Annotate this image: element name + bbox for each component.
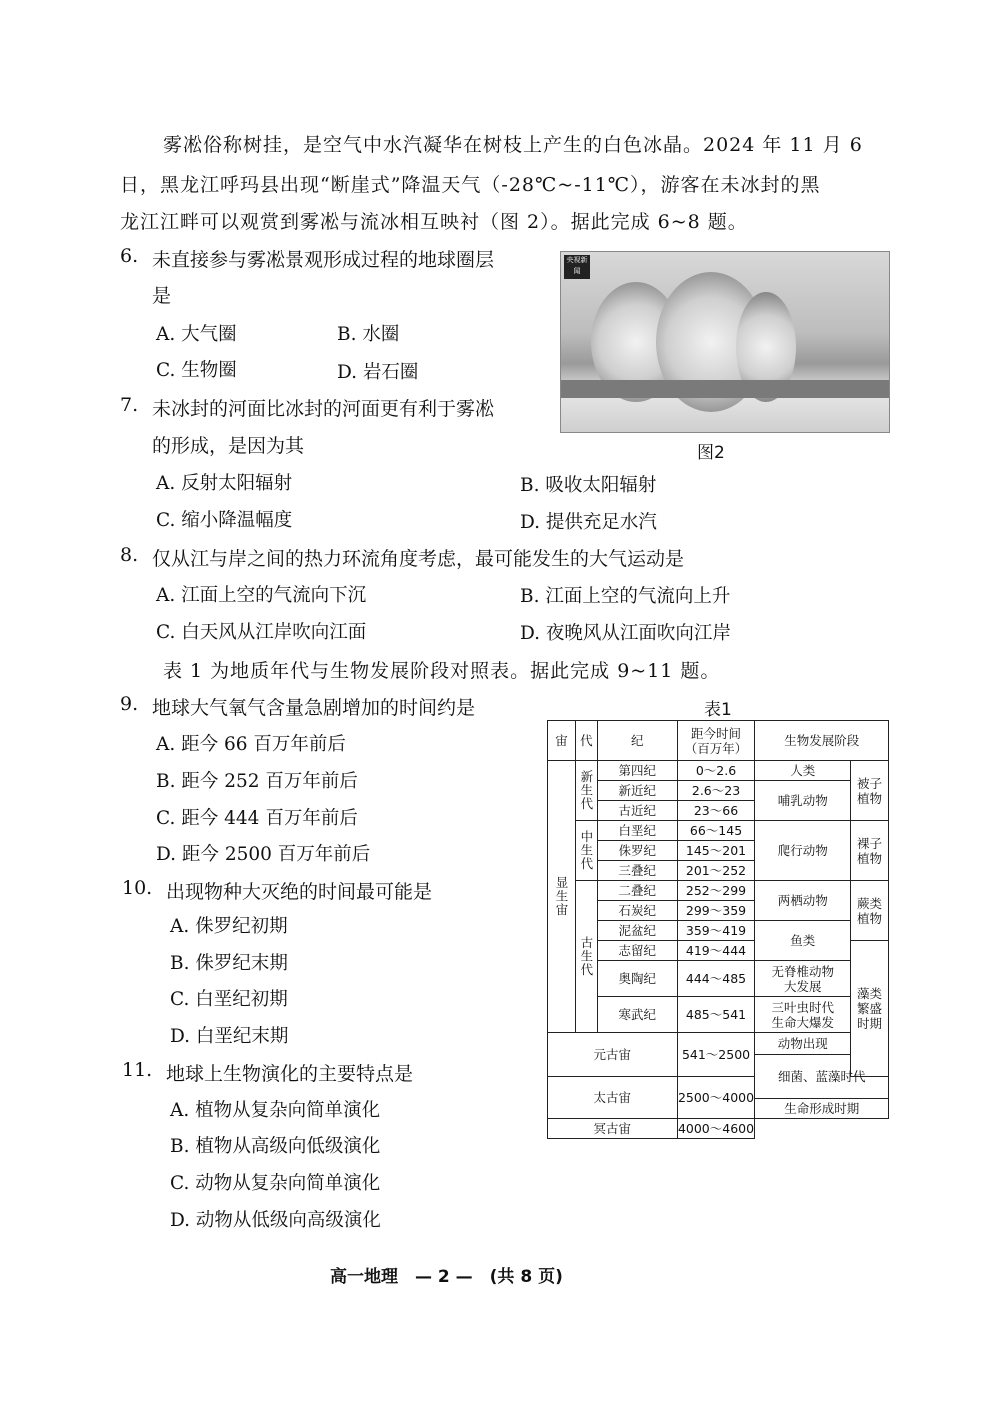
period-time: 485～541 xyxy=(677,997,755,1033)
q8-number: 8. xyxy=(120,544,139,566)
intro-line-1: 雾凇俗称树挂，是空气中水汽凝华在树枝上产生的白色冰晶。2024 年 11 月 6 xyxy=(163,134,863,156)
hadean-time: 4000～4600 xyxy=(677,1119,755,1139)
period-name: 新近纪 xyxy=(597,781,677,801)
q11-stem: 地球上生物演化的主要特点是 xyxy=(166,1063,414,1085)
q10-option-b: B. 侏罗纪末期 xyxy=(170,953,288,974)
stage-bacteria: 细菌、蓝藻时代 xyxy=(755,1055,889,1099)
q11-number: 11. xyxy=(122,1059,153,1081)
table-title: 表1 xyxy=(704,700,732,720)
period-time: 201～252 xyxy=(677,861,755,881)
plant-fern: 蕨类 植物 xyxy=(851,881,889,941)
q6-option-a: A. 大气圈 xyxy=(156,324,237,345)
eon-archean: 太古宙 xyxy=(548,1077,678,1119)
period-name: 泥盆纪 xyxy=(597,921,677,941)
period-name: 白垩纪 xyxy=(597,821,677,841)
q11-option-b: B. 植物从高级向低级演化 xyxy=(170,1136,381,1157)
stage-trilobite: 三叶虫时代 生命大爆发 xyxy=(755,997,851,1033)
q6-option-d: D. 岩石圈 xyxy=(337,362,419,383)
q9-option-d: D. 距今 2500 百万年前后 xyxy=(156,844,371,865)
era-mesozoic: 中生代 xyxy=(575,821,597,881)
plant-angiosperm: 被子 植物 xyxy=(851,761,889,821)
q7-option-b: B. 吸收太阳辐射 xyxy=(520,475,657,496)
archean-time: 2500～4000 xyxy=(677,1077,755,1119)
header-period: 纪 xyxy=(597,721,677,761)
q11-option-a: A. 植物从复杂向简单演化 xyxy=(170,1100,381,1121)
q7-option-d: D. 提供充足水汽 xyxy=(520,512,657,533)
period-time: 0～2.6 xyxy=(677,761,755,781)
era-cenozoic: 新生代 xyxy=(575,761,597,821)
proterozoic-time: 541～2500 xyxy=(677,1033,755,1077)
stage-mammal: 哺乳动物 xyxy=(755,781,851,821)
period-time: 252～299 xyxy=(677,881,755,901)
empty-cell xyxy=(755,1119,889,1139)
q9-number: 9. xyxy=(120,693,139,715)
period-name: 第四纪 xyxy=(597,761,677,781)
page-footer: 高一地理 — 2 — (共 8 页) xyxy=(330,1267,563,1287)
period-name: 侏罗纪 xyxy=(597,841,677,861)
intro2: 表 1 为地质年代与生物发展阶段对照表。据此完成 9~11 题。 xyxy=(163,660,721,682)
period-name: 古近纪 xyxy=(597,801,677,821)
q8-option-b: B. 江面上空的气流向上升 xyxy=(520,586,731,607)
plant-gymnosperm: 裸子 植物 xyxy=(851,821,889,881)
period-name: 石炭纪 xyxy=(597,901,677,921)
era-paleozoic: 古生代 xyxy=(575,881,597,1033)
q7-stem-1: 未冰封的河面比冰封的河面更有利于雾凇 xyxy=(152,398,495,420)
period-name: 三叠纪 xyxy=(597,861,677,881)
q10-option-a: A. 侏罗纪初期 xyxy=(170,916,288,937)
q9-option-c: C. 距今 444 百万年前后 xyxy=(156,808,358,829)
period-time: 299～359 xyxy=(677,901,755,921)
period-name: 志留纪 xyxy=(597,941,677,961)
q6-stem-1: 未直接参与雾凇景观形成过程的地球圈层 xyxy=(152,249,495,271)
stage-animal-appear: 动物出现 xyxy=(755,1033,851,1055)
q10-option-d: D. 白垩纪末期 xyxy=(170,1026,289,1047)
figure-caption: 图2 xyxy=(697,443,725,463)
header-eon: 宙 xyxy=(548,721,576,761)
rime-photo xyxy=(560,251,890,433)
period-name: 寒武纪 xyxy=(597,997,677,1033)
q7-stem-2: 的形成，是因为其 xyxy=(152,435,305,457)
stage-life-origin: 生命形成时期 xyxy=(755,1099,889,1119)
q11-option-d: D. 动物从低级向高级演化 xyxy=(170,1210,381,1231)
news-logo: 央视新闻 xyxy=(564,255,590,279)
q7-option-c: C. 缩小降温幅度 xyxy=(156,510,293,531)
eon-hadean: 冥古宙 xyxy=(548,1119,678,1139)
period-name: 奥陶纪 xyxy=(597,961,677,997)
q6-option-b: B. 水圈 xyxy=(337,324,400,345)
geologic-time-table xyxy=(547,720,889,1139)
plant-algae: 藻类 繁盛 时期 xyxy=(851,941,889,1077)
q9-option-a: A. 距今 66 百万年前后 xyxy=(156,734,346,755)
intro-line-3: 龙江江畔可以观赏到雾凇与流冰相互映衬（图 2）。据此完成 6~8 题。 xyxy=(120,211,748,233)
q11-option-c: C. 动物从复杂向简单演化 xyxy=(170,1173,381,1194)
q8-option-d: D. 夜晚风从江面吹向江岸 xyxy=(520,623,731,644)
q7-number: 7. xyxy=(120,394,139,416)
stage-reptile: 爬行动物 xyxy=(755,821,851,881)
q9-option-b: B. 距今 252 百万年前后 xyxy=(156,771,358,792)
q10-option-c: C. 白垩纪初期 xyxy=(170,989,288,1010)
period-time: 66～145 xyxy=(677,821,755,841)
period-time: 444～485 xyxy=(677,961,755,997)
intro-line-2: 日，黑龙江呼玛县出现“断崖式”降温天气（-28℃~-11℃），游客在未冰封的黑 xyxy=(120,174,821,196)
header-stage: 生物发展阶段 xyxy=(755,721,889,761)
q10-number: 10. xyxy=(122,877,153,899)
stage-fish: 鱼类 xyxy=(755,921,851,961)
period-time: 2.6～23 xyxy=(677,781,755,801)
period-time: 419～444 xyxy=(677,941,755,961)
q9-stem: 地球大气氧气含量急剧增加的时间约是 xyxy=(152,697,476,719)
q8-stem: 仅从江与岸之间的热力环流角度考虑，最可能发生的大气运动是 xyxy=(152,548,685,570)
q10-stem: 出现物种大灭绝的时间最可能是 xyxy=(166,881,433,903)
q6-option-c: C. 生物圈 xyxy=(156,360,237,381)
q6-number: 6. xyxy=(120,245,139,267)
period-time: 359～419 xyxy=(677,921,755,941)
period-name: 二叠纪 xyxy=(597,881,677,901)
stage-human: 人类 xyxy=(755,761,851,781)
q8-option-c: C. 白天风从江岸吹向江面 xyxy=(156,622,367,643)
header-time: 距今时间 （百万年） xyxy=(677,721,755,761)
eon-phanerozoic: 显生宙 xyxy=(548,761,576,1033)
period-time: 145～201 xyxy=(677,841,755,861)
stage-amphibian: 两栖动物 xyxy=(755,881,851,921)
header-era: 代 xyxy=(575,721,597,761)
period-time: 23～66 xyxy=(677,801,755,821)
eon-proterozoic: 元古宙 xyxy=(548,1033,678,1077)
q6-stem-2: 是 xyxy=(152,285,172,307)
q7-option-a: A. 反射太阳辐射 xyxy=(156,473,293,494)
q8-option-a: A. 江面上空的气流向下沉 xyxy=(156,585,367,606)
stage-invertebrate: 无脊椎动物 大发展 xyxy=(755,961,851,997)
